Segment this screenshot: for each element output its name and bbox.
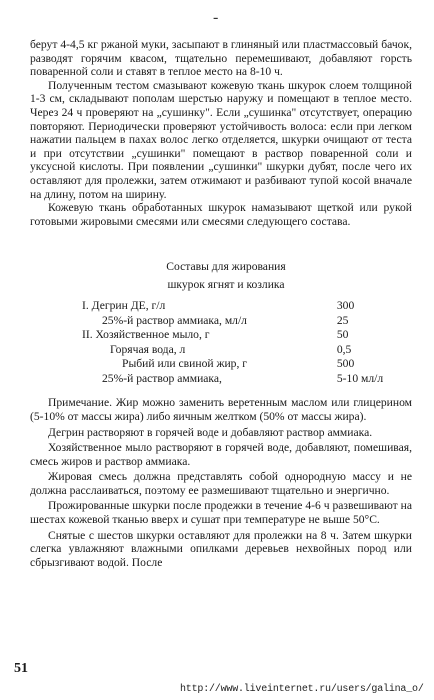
watermark-url: http://www.liveinternet.ru/users/galina_o/	[180, 684, 424, 695]
recipe-row	[82, 328, 412, 343]
recipe-row	[82, 357, 412, 372]
recipe-item-value: 500	[336, 357, 355, 371]
paragraph-4: Дегрин растворяют в горячей воде и добавляют раствор аммиака.	[48, 425, 373, 439]
recipe-item-name: II. Хозяйственное мыло, г	[82, 328, 210, 342]
paragraph-7: Прожированные шкурки после продежки в течение 4-6 ч развешивают на шестах кожевой тканью вверх и сушат при температуре не выше 50°С.	[30, 499, 412, 527]
recipe-item-name: 25%-й раствор аммиака, мл/л	[102, 313, 247, 327]
recipe-item-value: 50	[336, 328, 349, 342]
heading-line-1: Составы для жирования	[166, 260, 286, 274]
paragraph-5: Хозяйственное мыло растворяют в горячей воде, добавляют, помешивая, смесь жиров и раствор аммиака.	[30, 441, 412, 468]
page-number: 51	[14, 661, 28, 676]
recipe-item-value: 5-10 мл/л	[336, 371, 384, 385]
recipe-item-value: 25	[336, 313, 349, 327]
paragraph-2: Полученным тестом смазывают кожевую ткань шкурок слоем толщиной 1-3 см, складывают пополам шерстью наружу и помещают в теплое место. Через 24 ч проверяют на „сушинку". Если „сушинка" отсутствует, операцию повторяют. Периодически проверяют устойчивость волоса: если при легком нажатии пальцем в пахах волос легко отделяется, шкурки очищают от теста и при отсутствии „сушинки" помещают в раствор поваренной соли и уксусной кислоты. При появлении „сушинки" шкурки дубят, после чего их оставляют для пролежки, затем отжимают и разбивают тупой косой вначале на длину, потом на ширину.	[30, 78, 412, 201]
recipe-row	[82, 372, 412, 387]
paragraph-1: берут 4-4,5 кг ржаной муки, засыпают в глиняный или пластмассовый бачок, разводят горячим квасом, тщательно перемешивают, добавляют горсть поваренной соли и ставят в теплое место на 8-10 ч.	[30, 38, 412, 79]
paragraph-6: Жировая смесь должна представлять собой однородную массу и не должна расслаиваться, поэтому ее размешивают тщательно и энергично.	[30, 470, 412, 497]
heading-line-2: шкурок ягнят и козлика	[167, 278, 285, 292]
recipe-table	[82, 299, 412, 386]
recipe-item-name: I. Дегрин ДЕ, г/л	[82, 299, 166, 313]
recipe-item-value: 0,5	[336, 342, 352, 356]
recipe-item-name: 25%-й раствор аммиака,	[102, 371, 222, 385]
recipe-item-name: Рыбий или свиной жир, г	[122, 357, 248, 371]
recipe-item-value: 300	[336, 299, 355, 313]
scan-mark: -	[213, 9, 219, 26]
recipe-item-name: Горячая вода, л	[110, 342, 186, 356]
recipe-row	[82, 314, 412, 329]
note-paragraph: Примечание. Жир можно заменить веретенным маслом или глицерином (5-10% от массы жира) либо яичным желтком (50% от массы жира).	[30, 396, 412, 423]
section-heading	[40, 258, 412, 294]
recipe-row	[82, 299, 412, 314]
paragraph-8: Снятые с шестов шкурки оставляют для пролежки на 8 ч. Затем шкурки слегка увлажняют влажными опилками деревьев нехвойных пород или сбрызгивают водой. После	[30, 528, 412, 569]
paragraph-3: Кожевую ткань обработанных шкурок намазывают щеткой или рукой готовыми жировыми смесями или смесями следующего состава.	[30, 201, 412, 228]
recipe-row	[82, 343, 412, 358]
